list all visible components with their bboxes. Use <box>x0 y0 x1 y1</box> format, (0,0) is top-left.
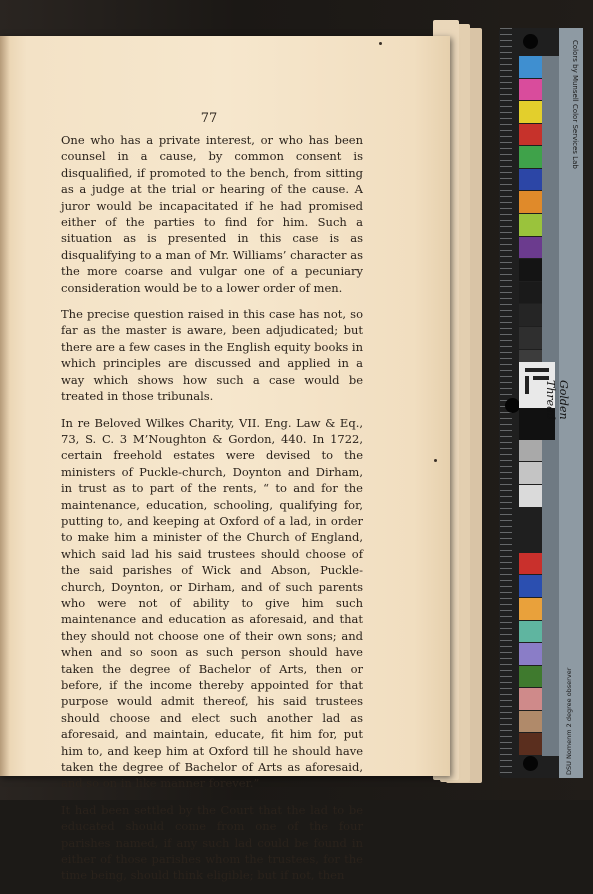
ink-speck <box>434 459 437 462</box>
punch-hole <box>505 398 520 413</box>
golden-thread-logo: Golden Thread <box>544 380 570 420</box>
color-swatch <box>519 169 542 191</box>
color-swatch <box>519 56 542 78</box>
paragraph: It had been settled by the Court that the lad to be educated should come from one of the four parishes named, if any such lad could be found in either of those parishes whom the trustees, for the time being, should think eligible; but if not, then <box>61 802 363 883</box>
paragraph: The precise question raised in this case has not, so far as the master is aware, been adjudicated; but there are a few cases in the English equity books in which principles are discussed and applied in a way which shows how such a case would be treated in those tribunals. <box>61 307 363 404</box>
color-swatch <box>519 282 542 304</box>
color-swatch <box>519 304 542 326</box>
color-swatch <box>519 553 542 575</box>
color-swatch <box>519 462 542 484</box>
color-swatch <box>519 146 542 168</box>
color-swatch <box>519 575 542 597</box>
color-swatch <box>519 711 542 733</box>
color-swatch <box>519 214 542 236</box>
punch-hole <box>523 756 538 771</box>
color-swatch <box>519 237 542 259</box>
color-swatch <box>519 688 542 710</box>
color-swatch <box>519 124 542 146</box>
color-swatch <box>519 643 542 665</box>
paragraph: In re Beloved Wilkes Charity, VII. Eng. Law & Eq., 73, S. C. 3 M’Noughton & Gordon, 440. In 1722, certain freehold estates were devised to the ministers of Puckle-church, Doynton and Dirham, in trust as to part of the rents, “ to and for the maintenance, education, schooling, qualifying for, putting to, and keeping at Oxford of a lad, in order to make him a minister of the Church of England, which said lad his said trustees should choose of the said parishes of Wick and Abson, Puckle-church, Doynton, or Dirham, and of such parents who were not of ability to give him such maintenance and education as aforesaid, and that they should not choose one of their own sons; and when and so soon as such person should have taken the degree of Bachelor of Arts, then or before, if the income thereby appointed for that purpose would admit thereof, his said trustees should choose and elect such another lad as aforesaid, and maintain, educate, fit him for, put him to, and keep him at Oxford till he should have taken the degree of Bachelor of Arts as aforesaid, and so on in like manner forever.” <box>61 415 363 791</box>
color-swatch <box>519 440 542 462</box>
color-swatch <box>519 191 542 213</box>
paragraph: One who has a private interest, or who has been counsel in a cause, by common consent is disqualified, if promoted to the bench, from sitting as a judge at the trial or hearing of the cause. A juror would be incapacitated if he had promised either of the parties to find for him. Such a situation as is presented in this case is as disqualifying to a man of Mr. Williams’ character as the more coarse and vulgar one of a pecuniary consideration would be to a lower order of men. <box>61 133 363 295</box>
color-swatch <box>519 327 542 349</box>
color-swatch <box>519 598 542 620</box>
checker-brand-text: Colors by Munsell Color Services Lab <box>571 40 579 169</box>
color-swatch <box>519 621 542 643</box>
punch-hole <box>523 34 538 49</box>
ink-speck <box>379 42 382 45</box>
checker-footer-text: DSU Nomenm 2 degree observer <box>565 667 573 775</box>
color-swatch <box>519 485 542 507</box>
page-number: 77 <box>200 111 218 126</box>
color-swatch <box>519 101 542 123</box>
page-body <box>61 132 363 894</box>
color-swatch <box>519 259 542 281</box>
color-swatch <box>519 666 542 688</box>
color-swatch <box>519 733 542 755</box>
color-swatch <box>519 79 542 101</box>
gutter-shadow <box>0 36 10 776</box>
